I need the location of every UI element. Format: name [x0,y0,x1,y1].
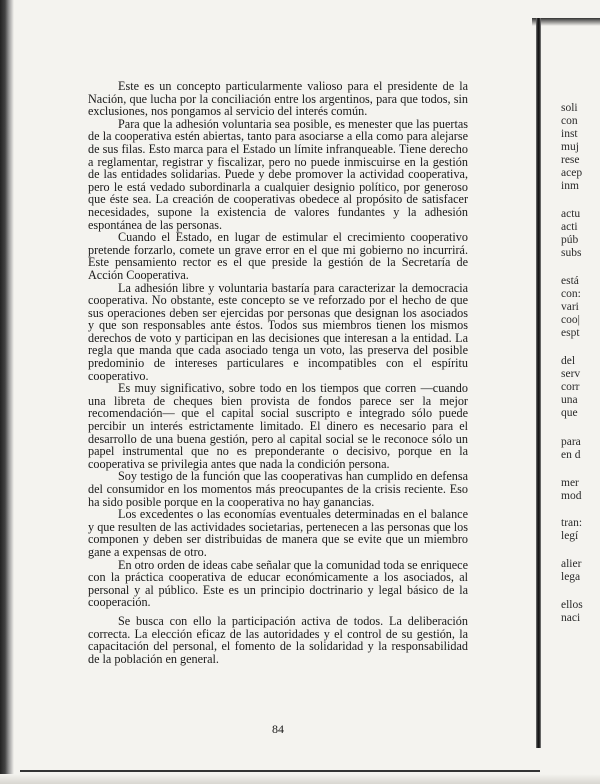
facing-page-fragment: que [561,407,578,419]
facing-page-fragment: tran: [561,517,583,529]
facing-page-fragment: rese [561,154,580,166]
bottom-rule [20,770,540,772]
facing-page-fragment: serv [561,368,581,380]
facing-page-fragment: ellos [561,599,583,611]
page-bottom-edge [0,774,600,784]
facing-page-fragment: con [561,115,578,127]
facing-page-fragment: inst [561,128,578,140]
page-left-edge [0,0,14,784]
facing-page-fragment: mod [561,490,582,502]
facing-page-fragment: púb [561,234,579,246]
paragraph: Los excedentes o las economías eventuales determinadas en el balance y que resulten de las actividades societarias, pertenecen a las personas que los componen y deben ser distribuidas de manera que se evite que un miembro gane a expensas de otro. [88,507,468,559]
paragraph: Para que la adhesión voluntaria sea posible, es menester que las puertas de la cooperativa estén abiertas, tanto para asociarse a ella como para alejarse de sus filas. Esto marca para el Estado un límite infranqueable. Tiene derecho a reglamentar, registrar y fiscalizar, pero no puede inmiscuirse en la gestión de las entidades solidarias. Puede y debe promover la actividad cooperativa, pero le está vedado subordinarla a cualquier designio político, por generoso que éste sea. La creación de cooperativas obedece al propósito de satisfacer necesidades, supone la existencia de valores fundantes y la adhesión espontánea de las personas. [88,116,468,232]
facing-page-fragment: acti [561,221,578,233]
paragraph: Cuando el Estado, en lugar de estimular el crecimiento cooperativo pretende forzarlo, comete un grave error en el que mi gobierno no incurrirá. Este pensamiento rector es el que preside la gestión de la Secretaría de Acción Cooperativa. [88,230,468,282]
facing-page-fragment: espt [561,327,580,339]
facing-page [545,0,600,784]
facing-page-fragment: está [561,275,579,287]
facing-page-fragment: subs [561,247,582,259]
facing-page-fragment: para [561,436,581,448]
facing-page-fragment: soli [561,102,578,114]
paragraph: En otro orden de ideas cabe señalar que la comunidad toda se enriquece con la práctica cooperativa de educar económicamente a los asociados, al personal y al público. Este es un principio doctrinario y legal básico de la cooperación. [88,557,468,610]
facing-page-fragment: con: [561,288,581,300]
facing-page-fragment: una [561,394,578,406]
facing-page-fragment: naci [561,612,581,624]
facing-page-fragment: mer [561,477,579,489]
paragraph: La adhesión libre y voluntaria bastaría para caracterizar la democracia cooperativa. No obstante, este concepto se ve reforzado por el hecho de que sus operaciones deben ser ejercidas por personas que designan los asociados y que son responsables ante éstos. Todos sus miembros tienen los mismos derechos de voto y participan en las decisiones que interesan a la entidad. La regla que manda que cada asociado tenga un voto, las preserva del posible predominio de intereses particulares e incompatibles con el espíritu cooperativo. [88,280,468,383]
paragraph: Es muy significativo, sobre todo en los tiempos que corren —cuando una libreta de cheques bien provista de fondos parece ser la mejor recomendación— que el capital social suscripto e integrado sólo puede percibir un interés estrictamente limitado. El dinero es necesario para el desarrollo de una buena gestión, pero al capital social se le reconoce sólo un papel instrumental que no es preponderante o decisivo, porque en la cooperativa se privilegia antes que nada la condición persona. [88,381,468,471]
facing-page-fragment: alier [561,558,582,570]
facing-page-fragment: inm [561,180,579,192]
paragraph: Se busca con ello la participación activa de todos. La deliberación correcta. La elección eficaz de las autoridades y el control de su gestión, la capacitación del personal, el fomento de la solidaridad y la responsabilidad de la población en general. [88,613,468,666]
book-gutter [536,18,541,748]
page-number: 84 [272,722,284,736]
body-text [88,80,468,665]
facing-page-fragment: del [561,355,576,367]
facing-page-fragment: acep [561,167,583,179]
facing-page-fragment: corr [561,381,580,393]
facing-page-fragment: lega [561,571,581,583]
facing-page-fragment: vari [561,301,579,313]
facing-page-fragment: actu [561,208,581,220]
facing-page-fragment: muj [561,141,579,153]
paragraph: Soy testigo de la función que las cooperativas han cumplido en defensa del consumidor en los momentos más preocupantes de la crisis reciente. Eso ha sido posible porque en la cooperativa no hay ganancias. [88,469,468,509]
facing-page-fragment: legí [561,530,579,542]
facing-page-fragment: coo| [561,314,580,326]
paragraph: Este es un concepto particularmente valioso para el presidente de la Nación, que lucha por la conciliación entre los argentinos, para que todos, sin exclusiones, nos pongamos al servicio del interés común. [88,79,468,119]
facing-page-fragment: en d [561,449,581,461]
